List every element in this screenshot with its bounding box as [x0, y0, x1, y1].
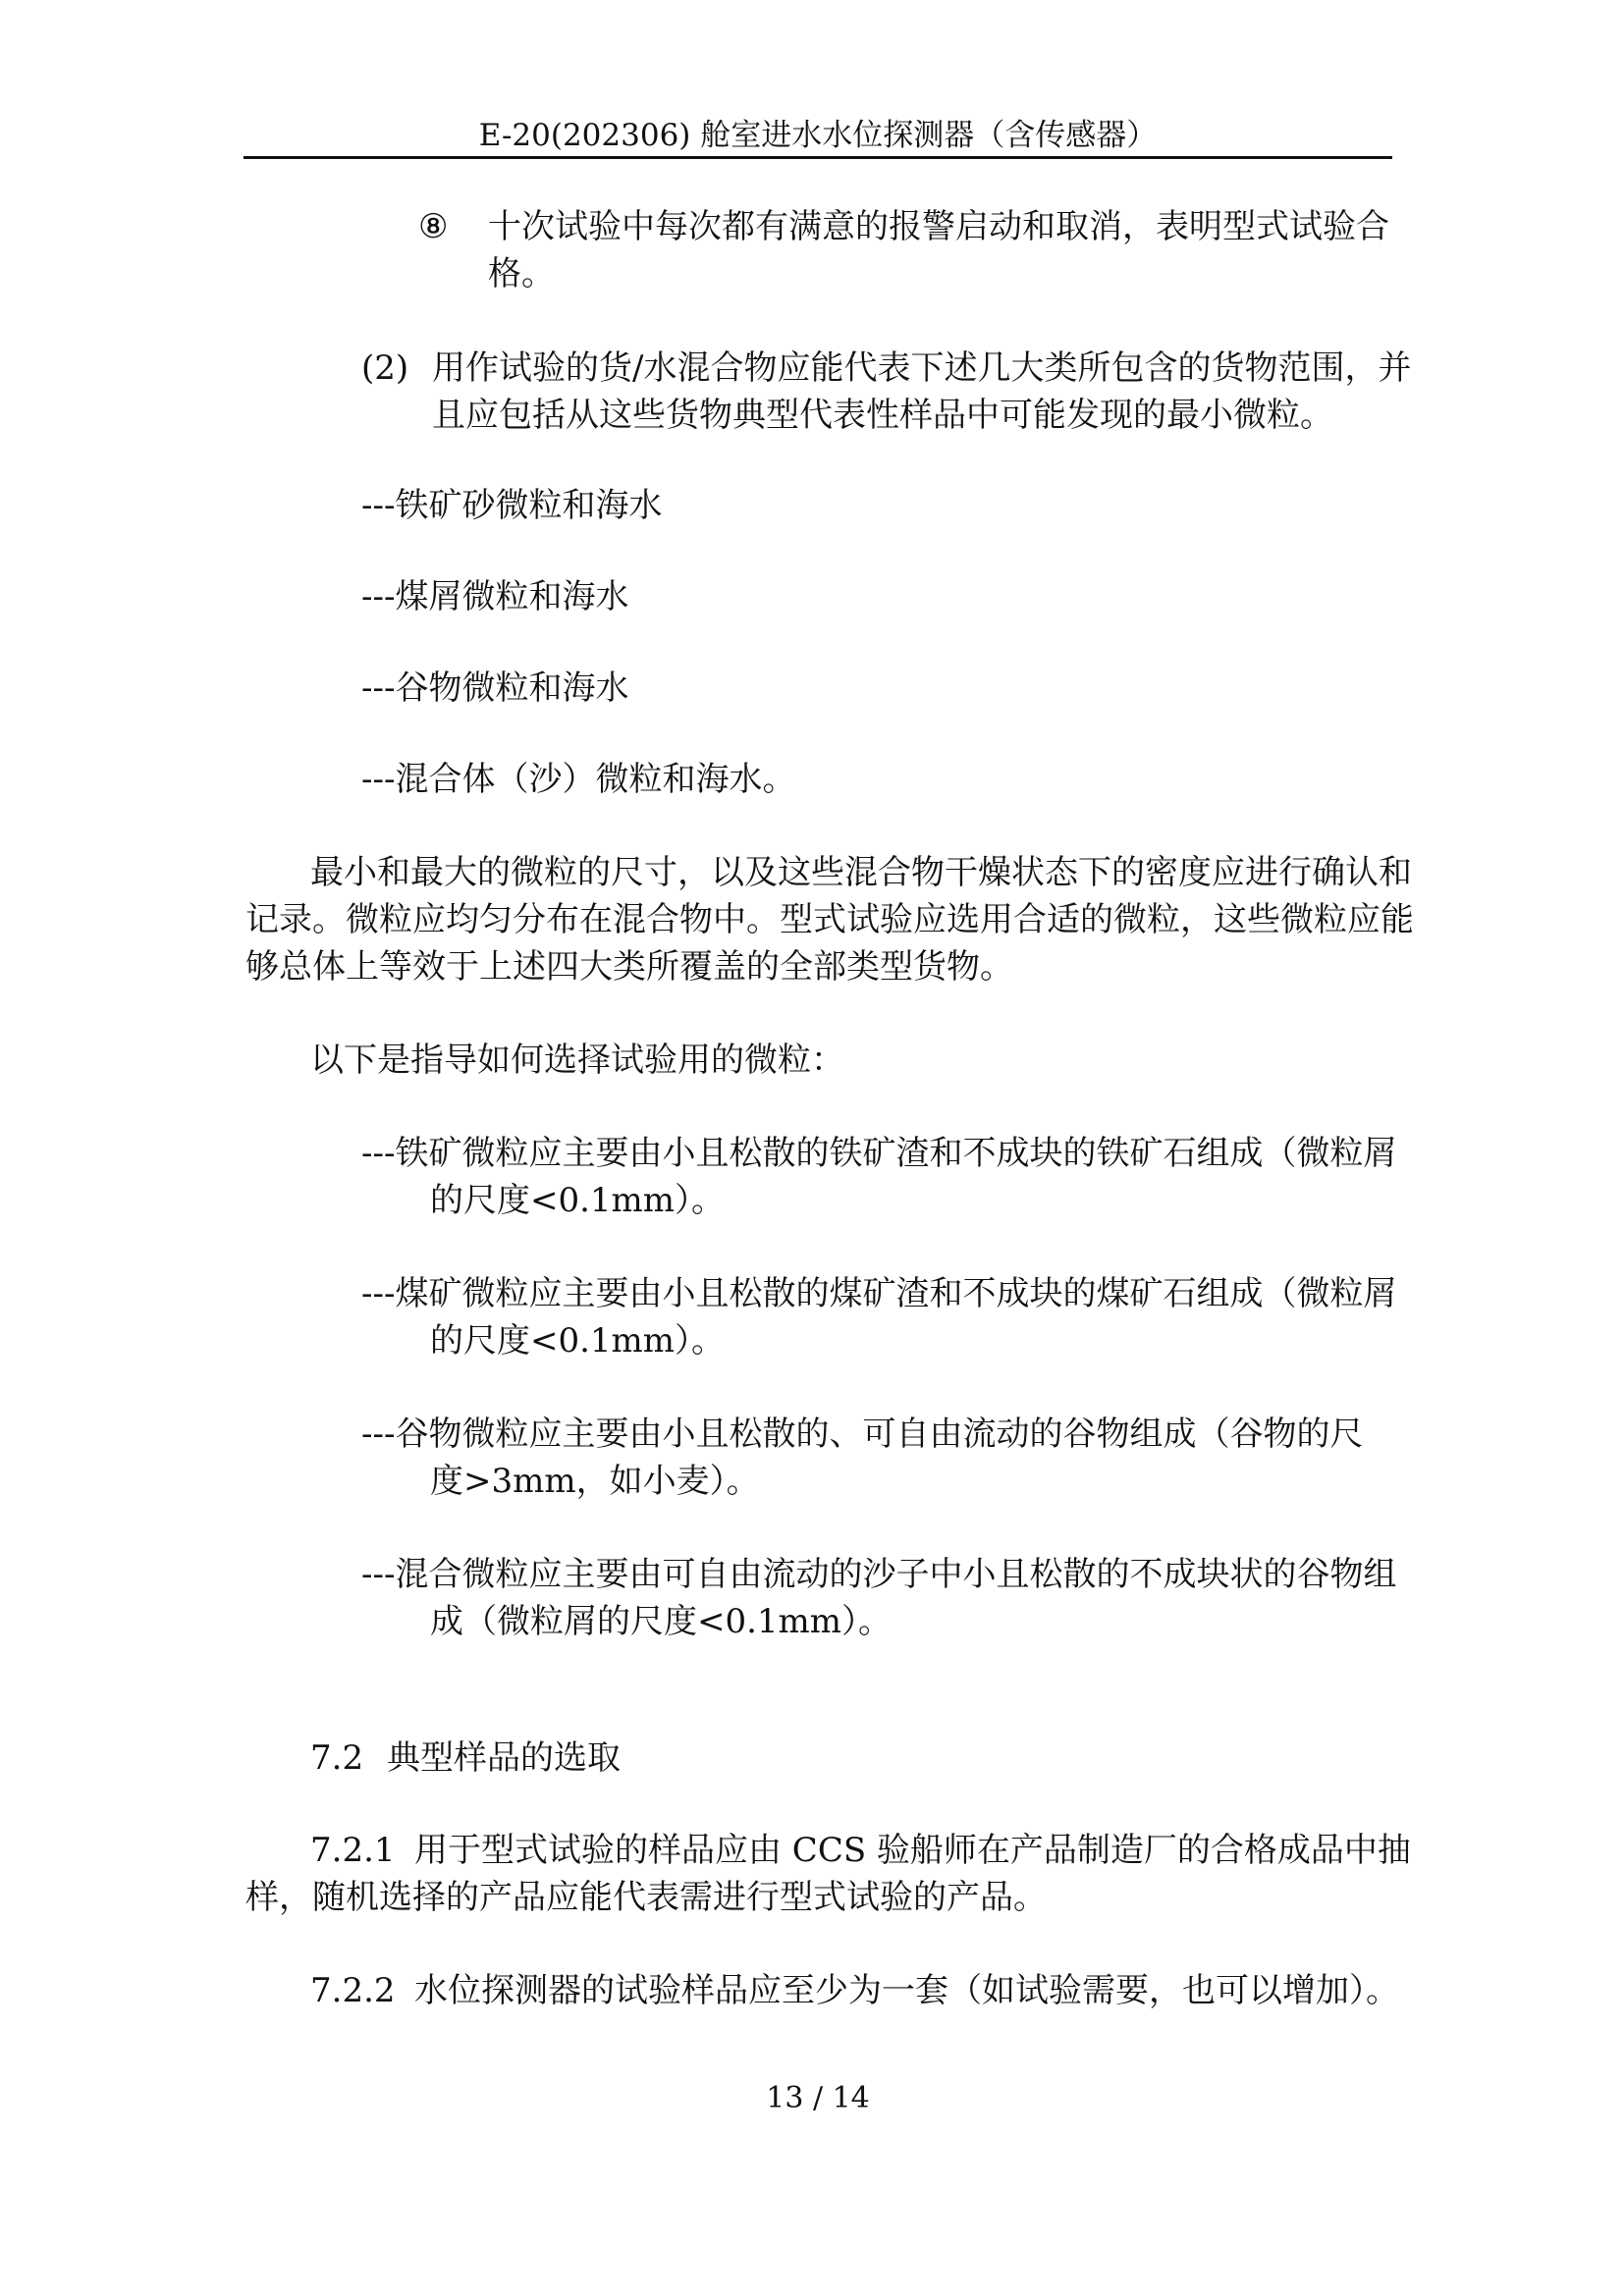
guide-item-line-2: 的尺度<0.1mm）。 [430, 1321, 726, 1361]
mixture-item: ---铁矿砂微粒和海水 [361, 486, 663, 525]
clause-7-2-2-text: 水位探测器的试验样品应至少为一套（如试验需要，也可以增加）。 [414, 1971, 1399, 2010]
item-8-marker: ⑧ [418, 207, 449, 246]
mixture-item: ---谷物微粒和海水 [361, 668, 629, 708]
header-rule [244, 156, 1392, 159]
page-header: E-20(202306) 舱室进水水位探测器（含传感器） [478, 118, 1158, 153]
guide-item-line-1: ---煤矿微粒应主要由小且松散的煤矿渣和不成块的煤矿石组成（微粒屑 [361, 1274, 1397, 1313]
item-2-line-2: 且应包括从这些货物典型代表性样品中可能发现的最小微粒。 [432, 396, 1333, 435]
section-7-2-number: 7.2 [310, 1738, 364, 1778]
item-2-line-1: 用作试验的货/水混合物应能代表下述几大类所包含的货物范围，并 [432, 348, 1412, 388]
para-size-line-2: 记录。微粒应均匀分布在混合物中。型式试验应选用合适的微粒，这些微粒应能 [245, 900, 1414, 939]
item-8-line-1: 十次试验中每次都有满意的报警启动和取消，表明型式试验合 [488, 207, 1389, 246]
item-2-marker: (2) [361, 348, 409, 388]
section-7-2-title: 典型样品的选取 [387, 1738, 621, 1778]
para-size-line-1: 最小和最大的微粒的尺寸，以及这些混合物干燥状态下的密度应进行确认和 [310, 853, 1412, 892]
para-size-line-3: 够总体上等效于上述四大类所覆盖的全部类型货物。 [245, 947, 1013, 987]
guide-item-line-2: 度>3mm，如小麦）。 [430, 1462, 760, 1501]
guide-item-line-1: ---谷物微粒应主要由小且松散的、可自由流动的谷物组成（谷物的尺 [361, 1415, 1364, 1454]
clause-7-2-1-number: 7.2.1 [310, 1831, 396, 1870]
guide-item-line-2: 的尺度<0.1mm）。 [430, 1181, 726, 1220]
mixture-item: ---煤屑微粒和海水 [361, 577, 629, 616]
clause-7-2-1-line-2: 样，随机选择的产品应能代表需进行型式试验的产品。 [245, 1878, 1047, 1917]
page-number: 13 / 14 [766, 2081, 870, 2115]
guide-item-line-1: ---铁矿微粒应主要由小且松散的铁矿渣和不成块的铁矿石组成（微粒屑 [361, 1134, 1397, 1173]
clause-7-2-1-line-1: 用于型式试验的样品应由 CCS 验船师在产品制造厂的合格成品中抽 [414, 1831, 1411, 1870]
guide-item-line-1: ---混合微粒应主要由可自由流动的沙子中小且松散的不成块状的谷物组 [361, 1555, 1397, 1594]
clause-7-2-2-number: 7.2.2 [310, 1971, 396, 2010]
mixture-item: ---混合体（沙）微粒和海水。 [361, 760, 796, 799]
guide-item-line-2: 成（微粒屑的尺度<0.1mm）。 [430, 1602, 893, 1641]
item-8-line-2: 格。 [488, 254, 555, 294]
guide-intro: 以下是指导如何选择试验用的微粒： [310, 1041, 844, 1080]
